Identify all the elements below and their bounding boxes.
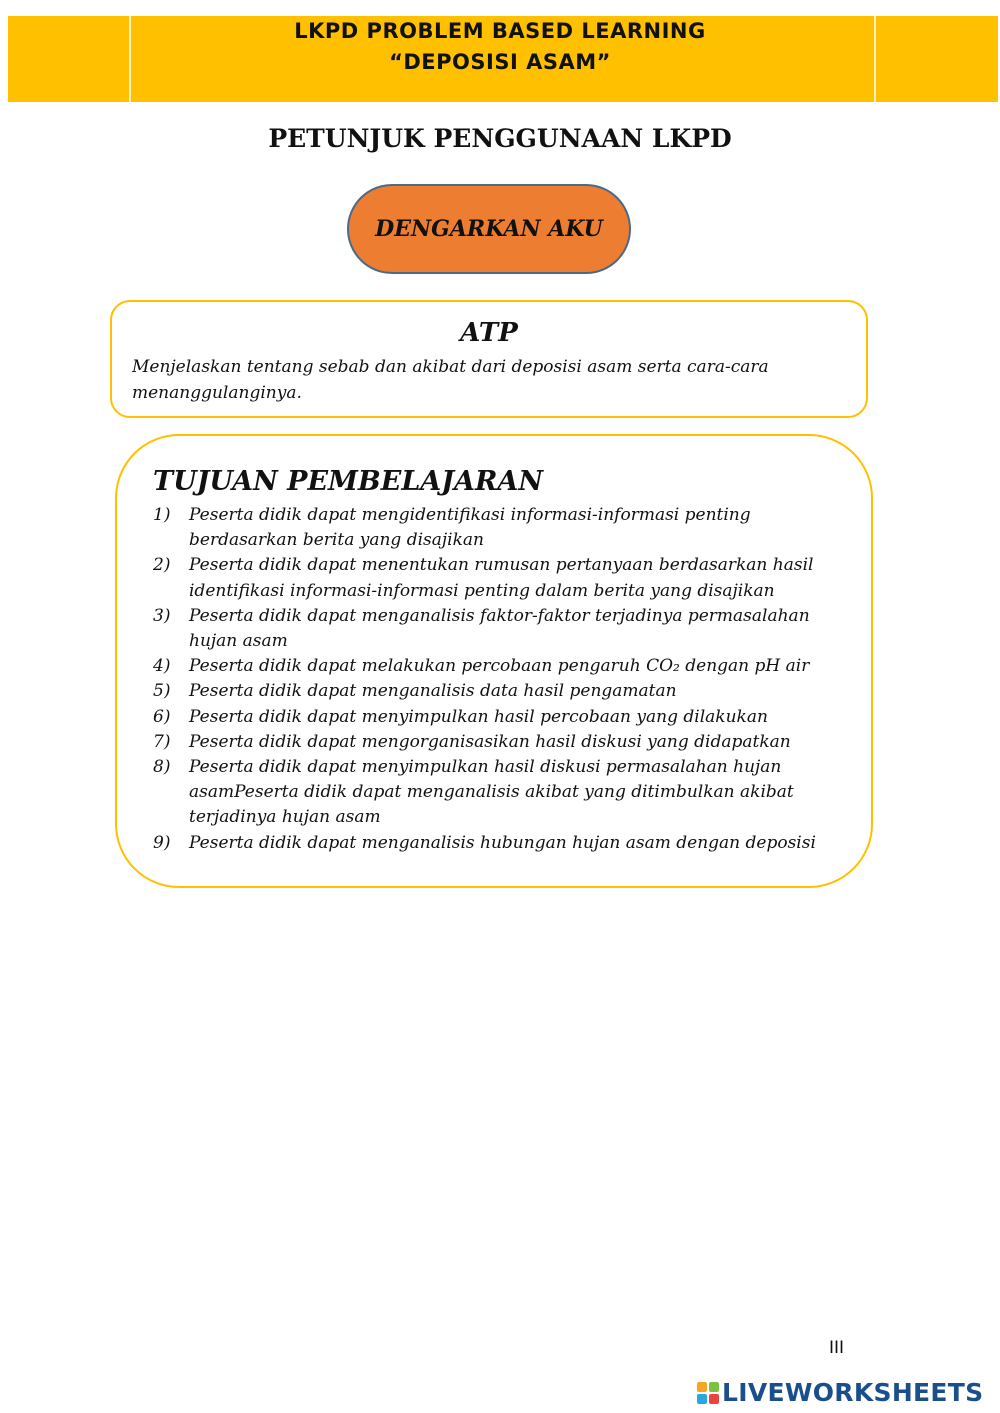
list-item-number: 7) (153, 731, 171, 752)
liveworksheets-icon (697, 1382, 719, 1404)
list-item-number: 6) (153, 706, 171, 727)
list-item (153, 503, 863, 553)
list-item-text: Peserta didik dapat menyimpulkan hasil percobaan yang dilakukan (189, 706, 768, 727)
header-title (0, 16, 1000, 78)
list-item-text: Peserta didik dapat melakukan percobaan pengaruh CO₂ dengan pH air (189, 656, 810, 677)
tujuan-box (115, 434, 873, 888)
list-item-text: Peserta didik dapat menganalisis data hasil pengamatan (189, 681, 677, 702)
dengarkan-aku-button[interactable]: DENGARKAN AKU (347, 184, 631, 274)
list-item-number: 2) (153, 555, 171, 576)
list-item-number: 9) (153, 832, 171, 853)
list-item-text: Peserta didik dapat mengorganisasikan hasil diskusi yang didapatkan (189, 731, 791, 752)
list-item-text: Peserta didik dapat menyimpulkan hasil diskusi permasalahan hujan asamPeserta didik dapat menganalisis akibat yang ditimbulkan akibat terjadinya hujan asam (189, 757, 794, 828)
tujuan-list (153, 503, 863, 856)
list-item-text: Peserta didik dapat menentukan rumusan pertanyaan berdasarkan hasil identifikasi informasi-informasi penting dalam berita yang disajikan (189, 555, 814, 601)
tujuan-title: TUJUAN PEMBELAJARAN (153, 466, 544, 497)
list-item (153, 730, 863, 755)
list-item-text: Peserta didik dapat menganalisis faktor-faktor terjadinya permasalahan hujan asam (189, 605, 810, 652)
liveworksheets-logo[interactable] (697, 1378, 983, 1407)
page-number: III (829, 1338, 845, 1358)
list-item-text: Peserta didik dapat menganalisis hubungan hujan asam dengan deposisi (189, 832, 816, 853)
list-item-number: 5) (153, 681, 171, 702)
list-item (153, 831, 863, 856)
atp-text: Menjelaskan tentang sebab dan akibat dari deposisi asam serta cara-cara menanggulanginya. (132, 357, 769, 403)
header-line-1: LKPD PROBLEM BASED LEARNING (294, 19, 706, 43)
list-item (153, 553, 863, 603)
liveworksheets-wordmark: LIVEWORKSHEETS (722, 1378, 984, 1407)
list-item-number: 3) (153, 605, 171, 626)
list-item-number: 4) (153, 656, 171, 677)
list-item (153, 654, 863, 679)
list-item (153, 604, 863, 654)
list-item (153, 705, 863, 730)
atp-title: ATP (460, 318, 518, 348)
page-title: PETUNJUK PENGGUNAAN LKPD (268, 124, 732, 153)
header-line-2: “DEPOSISI ASAM” (389, 50, 611, 74)
list-item-number: 1) (153, 505, 171, 525)
atp-box (110, 300, 868, 418)
list-item (153, 755, 863, 831)
list-item-number: 8) (153, 757, 171, 778)
list-item-text: Peserta didik dapat mengidentifikasi informasi-informasi penting berdasarkan berita yang disajikan (189, 505, 751, 551)
list-item (153, 679, 863, 704)
